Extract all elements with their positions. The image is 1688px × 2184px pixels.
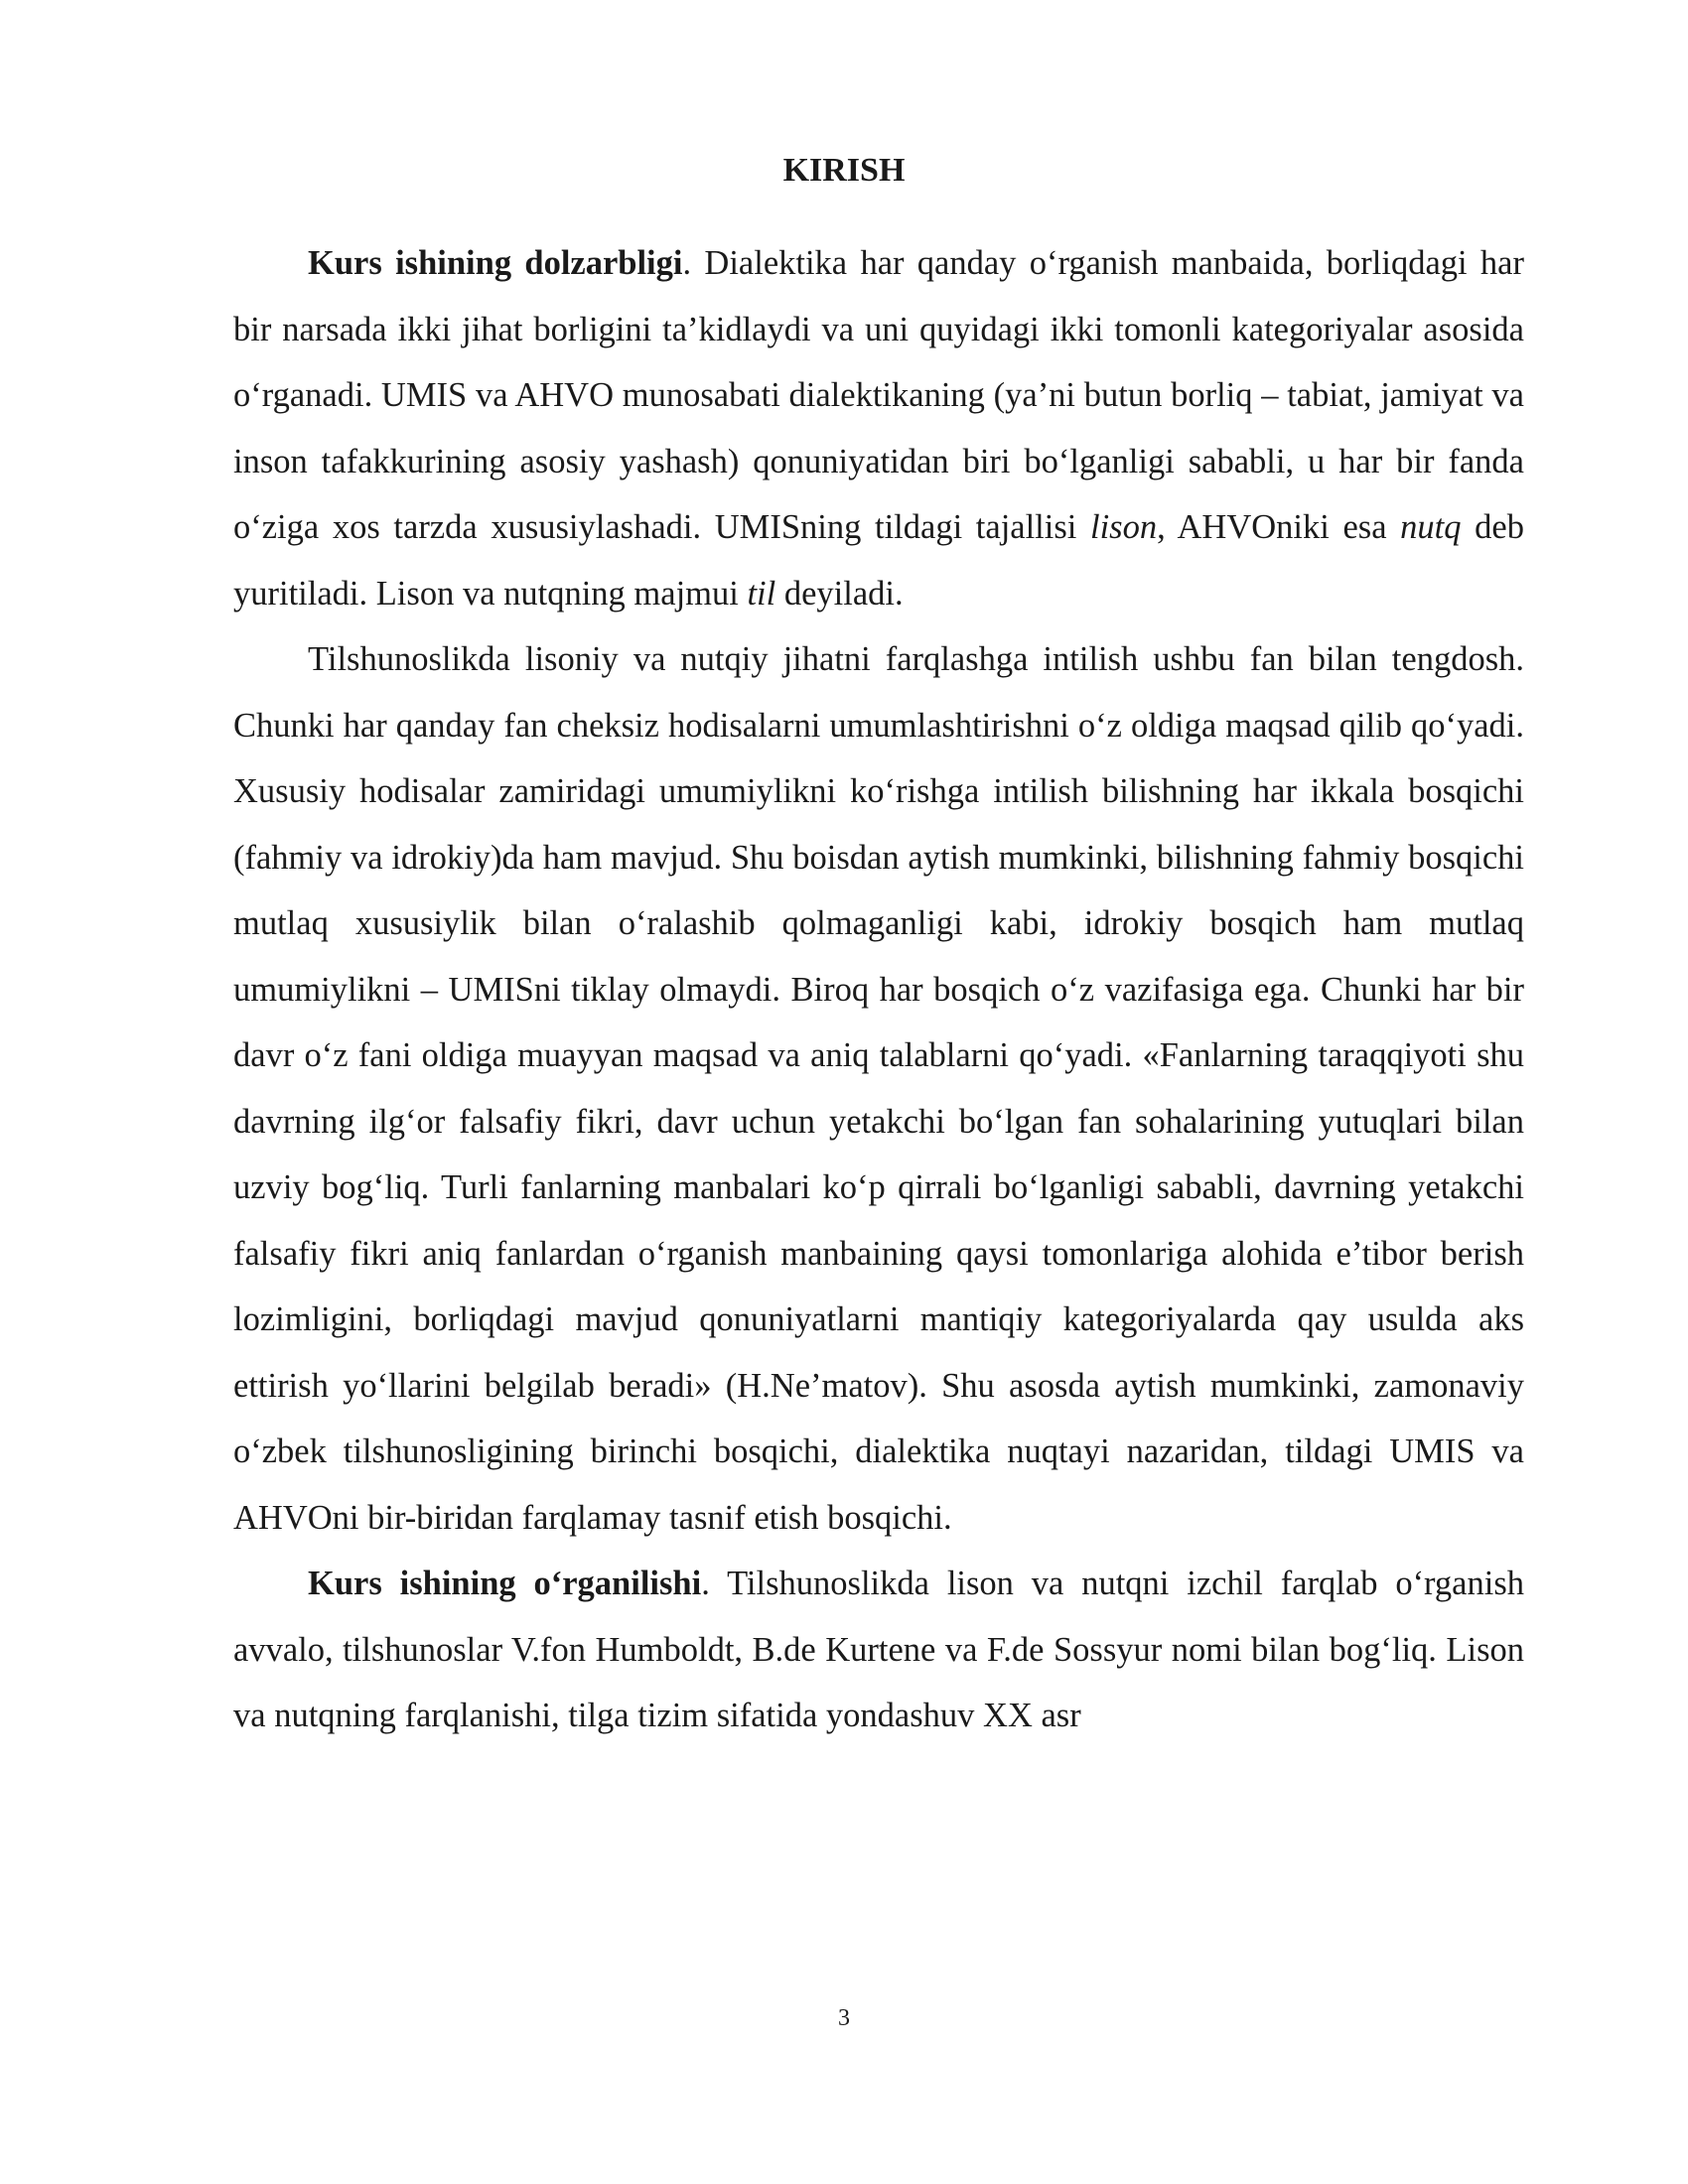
document-body [233, 230, 1524, 1749]
paragraph-text: deb yuritiladi. Lison va nutqning majmui [233, 508, 1524, 613]
italic-term-til: til [747, 574, 776, 613]
paragraph-relevance [233, 230, 1524, 626]
page-title: KIRISH [782, 152, 906, 189]
paragraph-study [233, 1551, 1524, 1749]
paragraph-lead-study: Kurs ishining o‘rganilishi [308, 1565, 702, 1602]
italic-term-lison: lison [1090, 508, 1158, 546]
paragraph-text: . Tilshunoslikda lison va nutqni izchil farqlab o‘rganish avvalo, tilshunoslar V.fon Humboldt, B.de Kurtene va F.de Sossyur nomi bilan bog‘liq. Lison va nutqning farqlanishi, tilga tizim sifatida yondashuv XX asr [233, 1565, 1524, 1734]
paragraph-text: . Dialektika har qanday o‘rganish manbaida, borliqdagi har bir narsada ikki jihat borligini ta’kidlaydi va uni quyidagi ikki tomonli kategoriyalar asosida o‘rganadi. UMIS va AHVO munosabati dialektikaning (ya’ni butun borliq – tabiat, jamiyat va inson tafakkurining asosiy yashash) qonuniyatidan biri bo‘lganligi sababli, u har bir fanda o‘ziga xos tarzda xususiylashadi. UMISning tildagi tajallisi [233, 244, 1524, 546]
paragraph-text: deyiladi. [775, 574, 904, 613]
paragraph-lead-relevance: Kurs ishining dolzarbligi [308, 244, 683, 282]
italic-term-nutq: nutq [1400, 508, 1462, 546]
paragraph-text: , AHVOniki esa [1157, 508, 1401, 546]
paragraph-linguistics: Tilshunoslikda lisoniy va nutqiy jihatni farqlashga intilish ushbu fan bilan tengdosh. Chunki har qanday fan cheksiz hodisalarni umumlashtirishni o‘z oldiga maqsad qilib qo‘yadi. Xususiy hodisalar zamiridagi umumiylikni ko‘rishga intilish bilishning har ikkala bosqichi (fahmiy va idrokiy)da ham mavjud. Shu boisdan aytish mumkinki, bilishning fahmiy bosqichi mutlaq xususiylik bilan o‘ralashib qolmaganligi kabi, idrokiy bosqich ham mutlaq umumiylikni – UMISni tiklay olmaydi. Biroq har bosqich o‘z vazifasiga ega. Chunki har bir davr o‘z fani oldiga muayyan maqsad va aniq talablarni qo‘yadi. «Fanlarning taraqqiyoti shu davrning ilg‘or falsafiy fikri, davr uchun yetakchi bo‘lgan fan sohalarining yutuqlari bilan uzviy bog‘liq. Turli fanlarning manbalari ko‘p qirrali bo‘lganligi sababli, davrning yetakchi falsafiy fikri aniq fanlardan o‘rganish manbaining qaysi tomonlariga alohida e’tibor berish lozimligini, borliqdagi mavjud qonuniyatlarni mantiqiy kategoriyalarda qay usulda aks ettirish yo‘llarini belgilab beradi» (H.Ne’matov). Shu asosda aytish mumkinki, zamonaviy o‘zbek tilshunosligining birinchi bosqichi, dialektika nuqtayi nazaridan, tildagi UMIS va AHVOni bir-biridan farqlamay tasnif etish bosqichi. [233, 640, 1524, 1537]
page-number: 3 [838, 2005, 850, 2031]
